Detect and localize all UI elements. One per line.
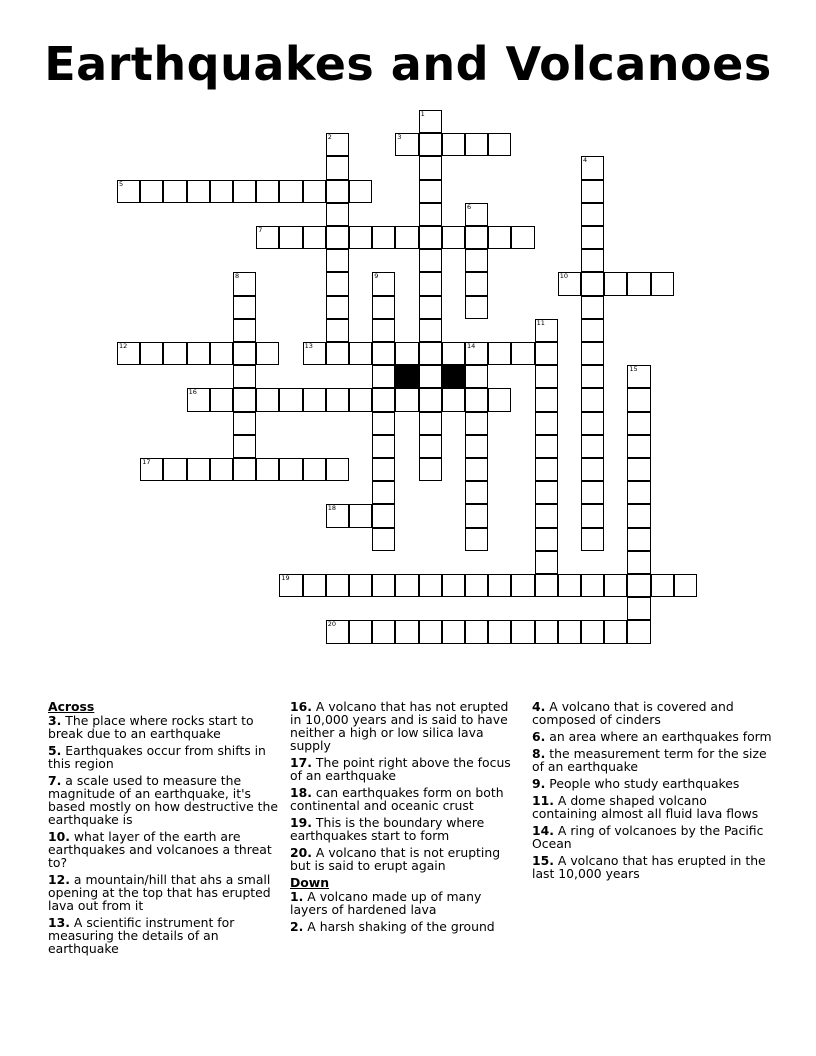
grid-cell[interactable] <box>395 342 418 365</box>
grid-cell[interactable] <box>303 388 326 411</box>
clues-column-2 <box>290 700 522 937</box>
grid-cell[interactable] <box>233 435 256 458</box>
clue-across-19: 19. This is the boundary where earthquakes start to form <box>290 815 485 843</box>
grid-cell[interactable] <box>210 342 233 365</box>
grid-cell[interactable] <box>535 342 558 365</box>
grid-cell[interactable] <box>349 180 372 203</box>
grid-cell[interactable] <box>488 574 511 597</box>
grid-cell[interactable] <box>349 574 372 597</box>
grid-cell[interactable] <box>372 388 395 411</box>
grid-cell[interactable] <box>187 458 210 481</box>
grid-cell[interactable] <box>558 272 581 295</box>
grid-cell[interactable] <box>117 180 140 203</box>
grid-cell[interactable] <box>419 388 442 411</box>
grid-cell[interactable] <box>395 574 418 597</box>
grid-cell[interactable] <box>465 272 488 295</box>
grid-cell[interactable] <box>210 180 233 203</box>
grid-cell[interactable] <box>326 296 349 319</box>
grid-cell[interactable] <box>627 412 650 435</box>
grid-cell[interactable] <box>581 504 604 527</box>
grid-cell[interactable] <box>581 458 604 481</box>
grid-cell[interactable] <box>627 272 650 295</box>
grid-cell[interactable] <box>210 388 233 411</box>
grid-cell[interactable] <box>163 342 186 365</box>
clue-down-11: 11. A dome shaped volcano containing almost all fluid lava flows <box>532 793 759 821</box>
grid-cell[interactable] <box>326 180 349 203</box>
black-cell <box>395 365 418 388</box>
grid-cell[interactable] <box>558 574 581 597</box>
grid-cell[interactable] <box>372 574 395 597</box>
grid-cell[interactable] <box>395 388 418 411</box>
down-heading: Down <box>290 875 330 890</box>
clues-column-1 <box>48 700 283 959</box>
grid-cell[interactable] <box>303 180 326 203</box>
grid-cell[interactable] <box>535 435 558 458</box>
grid-cell[interactable] <box>419 365 442 388</box>
grid-cell[interactable] <box>465 133 488 156</box>
grid-cell[interactable] <box>326 272 349 295</box>
page-title: Earthquakes and Volcanoes <box>44 37 772 91</box>
grid-cell[interactable] <box>651 574 674 597</box>
grid-cell[interactable] <box>627 620 650 643</box>
grid-cell[interactable] <box>233 180 256 203</box>
grid-cell[interactable] <box>395 133 418 156</box>
grid-cell[interactable] <box>465 296 488 319</box>
grid-cell[interactable] <box>279 574 302 597</box>
clue-number: 18 <box>327 504 337 513</box>
grid-cell[interactable] <box>465 249 488 272</box>
grid-cell[interactable] <box>372 620 395 643</box>
clue-across-5: 5. Earthquakes occur from shifts in this region <box>48 743 266 771</box>
grid-cell[interactable] <box>419 133 442 156</box>
grid-cell[interactable] <box>465 458 488 481</box>
grid-cell[interactable] <box>303 342 326 365</box>
grid-cell[interactable] <box>581 180 604 203</box>
grid-cell[interactable] <box>465 435 488 458</box>
grid-cell[interactable] <box>627 597 650 620</box>
grid-cell[interactable] <box>581 342 604 365</box>
clue-across-3: 3. The place where rocks start to break due to an earthquake <box>48 713 254 741</box>
grid-cell[interactable] <box>279 180 302 203</box>
grid-cell[interactable] <box>581 388 604 411</box>
clue-number: 19 <box>281 574 290 582</box>
grid-cell[interactable] <box>256 226 279 249</box>
clue-down-14: 14. A ring of volcanoes by the Pacific Ocean <box>532 823 764 851</box>
grid-cell[interactable] <box>511 620 534 643</box>
grid-cell[interactable] <box>442 133 465 156</box>
clue-number: 15 <box>629 365 638 374</box>
grid-cell[interactable] <box>627 458 650 481</box>
grid-cell[interactable] <box>419 319 442 342</box>
grid-cell[interactable] <box>535 551 558 574</box>
grid-cell[interactable] <box>372 296 395 319</box>
grid-cell[interactable] <box>535 365 558 388</box>
grid-cell[interactable] <box>535 620 558 643</box>
grid-cell[interactable] <box>395 620 418 643</box>
clue-number: 4 <box>583 156 588 165</box>
grid-cell[interactable] <box>419 435 442 458</box>
clue-across-7: 7. a scale used to measure the magnitude of an earthquake, it's based mostly on how destructive the earthquake is <box>48 773 278 827</box>
grid-cell[interactable] <box>627 481 650 504</box>
grid-cell[interactable] <box>535 574 558 597</box>
grid-cell[interactable] <box>372 481 395 504</box>
grid-cell[interactable] <box>465 504 488 527</box>
grid-cell[interactable] <box>627 528 650 551</box>
grid-cell[interactable] <box>465 388 488 411</box>
grid-cell[interactable] <box>326 388 349 411</box>
grid-cell[interactable] <box>627 365 650 388</box>
grid-cell[interactable] <box>303 458 326 481</box>
grid-cell[interactable] <box>372 272 395 295</box>
grid-cell[interactable] <box>372 319 395 342</box>
grid-cell[interactable] <box>210 458 233 481</box>
grid-cell[interactable] <box>372 458 395 481</box>
grid-cell[interactable] <box>233 319 256 342</box>
grid-cell[interactable] <box>303 226 326 249</box>
grid-cell[interactable] <box>627 388 650 411</box>
grid-cell[interactable] <box>465 528 488 551</box>
grid-cell[interactable] <box>349 226 372 249</box>
grid-cell[interactable] <box>488 342 511 365</box>
grid-cell[interactable] <box>465 342 488 365</box>
grid-cell[interactable] <box>581 203 604 226</box>
grid-cell[interactable] <box>627 504 650 527</box>
grid-cell[interactable] <box>163 180 186 203</box>
grid-cell[interactable] <box>326 226 349 249</box>
grid-cell[interactable] <box>187 388 210 411</box>
grid-cell[interactable] <box>581 620 604 643</box>
grid-cell[interactable] <box>465 481 488 504</box>
grid-cell[interactable] <box>419 180 442 203</box>
grid-cell[interactable] <box>511 226 534 249</box>
clue-number: 17 <box>142 458 151 466</box>
grid-cell[interactable] <box>140 342 163 365</box>
grid-cell[interactable] <box>395 226 418 249</box>
grid-cell[interactable] <box>511 342 534 365</box>
grid-cell[interactable] <box>187 342 210 365</box>
clue-number: 9 <box>374 272 379 281</box>
grid-cell[interactable] <box>419 342 442 365</box>
across-heading: Across <box>48 699 95 714</box>
grid-cell[interactable] <box>442 388 465 411</box>
grid-cell[interactable] <box>163 458 186 481</box>
clue-number: 13 <box>304 342 313 350</box>
grid-cell[interactable] <box>233 388 256 411</box>
grid-cell[interactable] <box>372 435 395 458</box>
grid-cell[interactable] <box>419 296 442 319</box>
clue-down-1: 1. A volcano made up of many layers of hardened lava <box>290 889 482 917</box>
clue-number: 5 <box>119 179 124 188</box>
grid-cell[interactable] <box>581 226 604 249</box>
grid-cell[interactable] <box>442 342 465 365</box>
grid-cell[interactable] <box>233 272 256 295</box>
grid-cell[interactable] <box>140 458 163 481</box>
grid-cell[interactable] <box>419 110 442 133</box>
grid-cell[interactable] <box>604 272 627 295</box>
clue-number: 7 <box>258 226 263 234</box>
grid-cell[interactable] <box>488 133 511 156</box>
clue-number: 8 <box>235 272 240 281</box>
clues-column-3 <box>532 700 772 884</box>
grid-cell[interactable] <box>419 272 442 295</box>
grid-cell[interactable] <box>535 504 558 527</box>
clue-number: 14 <box>467 342 476 350</box>
grid-cell[interactable] <box>419 620 442 643</box>
grid-cell[interactable] <box>442 574 465 597</box>
grid-cell[interactable] <box>279 388 302 411</box>
grid-cell[interactable] <box>535 388 558 411</box>
grid-cell[interactable] <box>581 296 604 319</box>
grid-cell[interactable] <box>326 133 349 156</box>
grid-cell[interactable] <box>465 226 488 249</box>
grid-cell[interactable] <box>535 412 558 435</box>
grid-cell[interactable] <box>349 504 372 527</box>
grid-cell[interactable] <box>233 365 256 388</box>
grid-cell[interactable] <box>581 249 604 272</box>
grid-cell[interactable] <box>233 296 256 319</box>
grid-cell[interactable] <box>581 528 604 551</box>
grid-cell[interactable] <box>581 412 604 435</box>
grid-cell[interactable] <box>326 319 349 342</box>
grid-cell[interactable] <box>558 620 581 643</box>
grid-cell[interactable] <box>326 458 349 481</box>
grid-cell[interactable] <box>465 365 488 388</box>
grid-cell[interactable] <box>233 412 256 435</box>
clue-across-20: 20. A volcano that is not erupting but is said to erupt again <box>290 845 501 873</box>
grid-cell[interactable] <box>581 574 604 597</box>
grid-cell[interactable] <box>187 180 210 203</box>
grid-cell[interactable] <box>372 504 395 527</box>
grid-cell[interactable] <box>256 180 279 203</box>
grid-cell[interactable] <box>372 528 395 551</box>
grid-cell[interactable] <box>372 342 395 365</box>
grid-cell[interactable] <box>326 504 349 527</box>
grid-cell[interactable] <box>465 203 488 226</box>
grid-cell[interactable] <box>488 226 511 249</box>
grid-cell[interactable] <box>419 203 442 226</box>
grid-cell[interactable] <box>419 412 442 435</box>
grid-cell[interactable] <box>419 249 442 272</box>
grid-cell[interactable] <box>326 342 349 365</box>
grid-cell[interactable] <box>488 620 511 643</box>
grid-cell[interactable] <box>581 481 604 504</box>
grid-cell[interactable] <box>303 574 326 597</box>
clue-number: 20 <box>327 620 337 629</box>
grid-cell[interactable] <box>465 412 488 435</box>
grid-cell[interactable] <box>419 226 442 249</box>
grid-cell[interactable] <box>419 156 442 179</box>
grid-cell[interactable] <box>419 458 442 481</box>
clue-across-13: 13. A scientific instrument for measuring the details of an earthquake <box>48 915 235 956</box>
clue-down-15: 15. A volcano that has erupted in the last 10,000 years <box>532 853 766 881</box>
clue-number: 1 <box>420 110 425 118</box>
clue-number: 12 <box>119 342 128 350</box>
grid-cell[interactable] <box>256 458 279 481</box>
grid-cell[interactable] <box>511 574 534 597</box>
grid-cell[interactable] <box>326 249 349 272</box>
grid-cell[interactable] <box>233 458 256 481</box>
grid-cell[interactable] <box>488 388 511 411</box>
clue-across-12: 12. a mountain/hill that ahs a small opening at the top that has erupted lava out from it <box>48 872 271 913</box>
grid-cell[interactable] <box>535 528 558 551</box>
clue-across-16: 16. A volcano that has not erupted in 10,000 years and is said to have neither a high or low silica lava supply <box>290 699 509 753</box>
grid-cell[interactable] <box>465 574 488 597</box>
clue-across-10: 10. what layer of the earth are earthquakes and volcanoes a threat to? <box>48 829 272 870</box>
grid-cell[interactable] <box>465 620 488 643</box>
grid-cell[interactable] <box>651 272 674 295</box>
grid-cell[interactable] <box>279 458 302 481</box>
grid-cell[interactable] <box>349 342 372 365</box>
grid-cell[interactable] <box>581 319 604 342</box>
grid-cell[interactable] <box>256 342 279 365</box>
grid-cell[interactable] <box>627 435 650 458</box>
grid-cell[interactable] <box>372 412 395 435</box>
clue-number: 16 <box>188 388 197 397</box>
clue-down-8: 8. the measurement term for the size of an earthquake <box>532 746 767 774</box>
clue-number: 2 <box>327 133 332 142</box>
grid-cell[interactable] <box>279 226 302 249</box>
clue-down-2: 2. A harsh shaking of the ground <box>290 919 495 934</box>
grid-cell[interactable] <box>372 226 395 249</box>
grid-cell[interactable] <box>604 620 627 643</box>
grid-cell[interactable] <box>140 180 163 203</box>
grid-cell[interactable] <box>442 226 465 249</box>
black-cell <box>442 365 465 388</box>
grid-cell[interactable] <box>326 620 349 643</box>
grid-cell[interactable] <box>581 156 604 179</box>
grid-cell[interactable] <box>349 388 372 411</box>
grid-cell[interactable] <box>627 574 650 597</box>
grid-cell[interactable] <box>581 435 604 458</box>
grid-cell[interactable] <box>233 342 256 365</box>
grid-cell[interactable] <box>535 319 558 342</box>
grid-cell[interactable] <box>535 481 558 504</box>
clue-across-17: 17. The point right above the focus of an earthquake <box>290 755 511 783</box>
grid-cell[interactable] <box>349 620 372 643</box>
clue-across-18: 18. can earthquakes form on both continental and oceanic crust <box>290 785 504 813</box>
clue-down-9: 9. People who study earthquakes <box>532 776 740 791</box>
grid-cell[interactable] <box>256 388 279 411</box>
clue-number: 11 <box>536 318 545 327</box>
clue-number: 6 <box>467 202 472 211</box>
grid-cell[interactable] <box>442 620 465 643</box>
clue-down-4: 4. A volcano that is covered and composed of cinders <box>532 699 734 727</box>
grid-cell[interactable] <box>674 574 697 597</box>
grid-cell[interactable] <box>581 272 604 295</box>
clue-down-6: 6. an area where an earthquakes form <box>532 729 772 744</box>
clue-number: 10 <box>559 272 569 281</box>
grid-cell[interactable] <box>581 365 604 388</box>
grid-cell[interactable] <box>627 551 650 574</box>
grid-cell[interactable] <box>326 203 349 226</box>
grid-cell[interactable] <box>326 156 349 179</box>
grid-cell[interactable] <box>535 458 558 481</box>
grid-cell[interactable] <box>117 342 140 365</box>
grid-cell[interactable] <box>419 574 442 597</box>
clue-number: 3 <box>397 133 402 142</box>
grid-cell[interactable] <box>372 365 395 388</box>
grid-cell[interactable] <box>326 574 349 597</box>
grid-cell[interactable] <box>604 574 627 597</box>
